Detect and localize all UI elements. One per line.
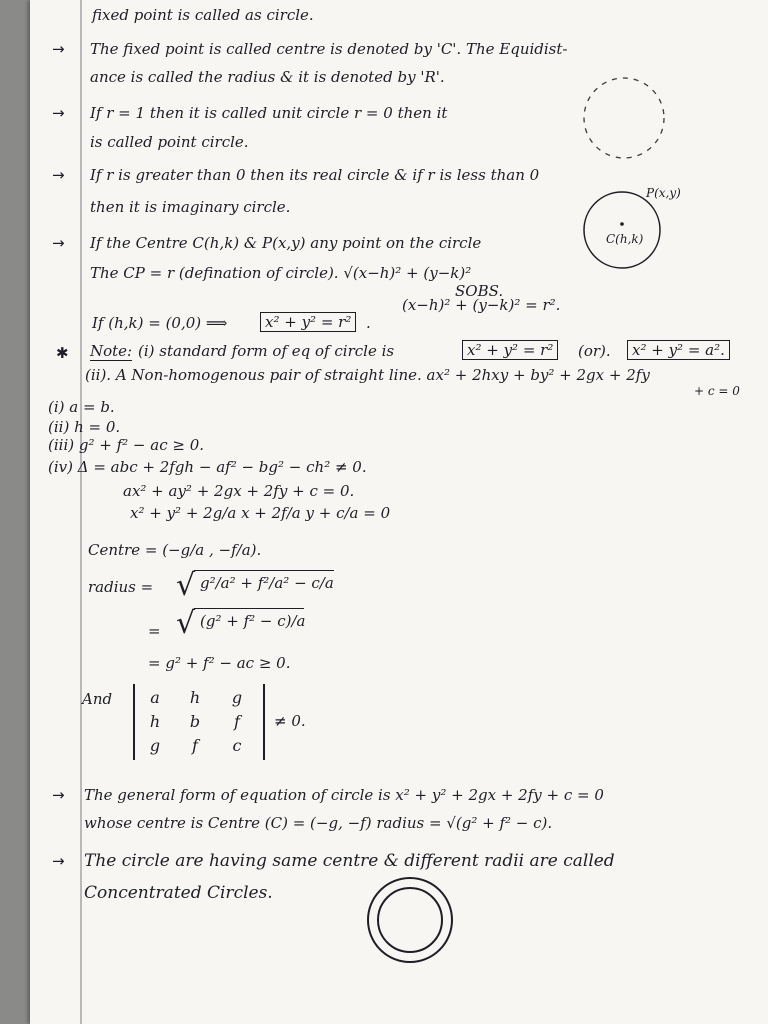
arrow-icon: → [52, 104, 65, 122]
det-cell: h [149, 712, 161, 731]
text-divided-eq: x² + y² + 2g/a x + 2f/a y + c/a = 0 [130, 504, 391, 522]
text-line-general-form: The general form of equation of circle is x² + y² + 2gx + 2fy + c = 0 [84, 786, 604, 804]
text-centre-formula: Centre = (−g/a , −f/a). [88, 541, 262, 559]
boxed-equation-origin: x² + y² = r² [260, 312, 356, 332]
text-equals: = [148, 622, 161, 640]
text-radius-label: radius = [88, 578, 154, 596]
note-label: Note: [90, 342, 133, 360]
det-cell: c [232, 736, 242, 755]
det-cell: h [189, 688, 201, 707]
text-radius-expr: g²/a² + f²/a² − c/a [200, 574, 334, 592]
text-not-zero: ≠ 0. [274, 712, 306, 730]
notebook-page [30, 0, 768, 1024]
note-text: (i) standard form of eq of circle is [138, 342, 395, 360]
text-line-imaginary-circle: then it is imaginary circle. [90, 198, 291, 216]
sqrt-icon: √ [176, 568, 196, 603]
condition-iii: (iii) g² + f² − ac ≥ 0. [48, 436, 205, 454]
boxed-equation-r: x² + y² = r² [462, 340, 558, 360]
text-line-fixed-point-circle: fixed point is called as circle. [92, 6, 314, 24]
sqrt-icon: √ [176, 606, 196, 641]
boxed-equation-a: x² + y² = a². [627, 340, 730, 360]
condition-iv: (iv) Δ = abc + 2fgh − af² − bg² − ch² ≠ 0. [48, 458, 367, 476]
text-line-centre-definition: The fixed point is called centre is denoted by 'C'. The Equidist- [90, 40, 568, 58]
det-cell: b [189, 712, 201, 731]
text-radius-expr-2: (g² + f² − c)/a [200, 612, 306, 630]
arrow-icon: → [52, 852, 65, 870]
text-general-eq-a: ax² + ay² + 2gx + 2fy + c = 0. [123, 482, 355, 500]
concentric-circles-figure [360, 870, 460, 970]
det-cell: f [192, 736, 198, 755]
det-cell: f [234, 712, 240, 731]
figure-label-centre: C(h,k) [606, 232, 644, 246]
text-line-point-circle: is called point circle. [90, 133, 249, 151]
arrow-icon: → [52, 166, 65, 184]
condition-ii: (ii) h = 0. [48, 418, 121, 436]
text-line-unit-circle: If r = 1 then it is called unit circle r = 0 then it [90, 104, 448, 122]
text-squared-equation: (x−h)² + (y−k)² = r². [402, 296, 561, 314]
text-line-real-circle: If r is greater than 0 then its real circle & if r is less than 0 [90, 166, 540, 184]
det-cell: g [231, 688, 243, 707]
text-radius-condition: = g² + f² − ac ≥ 0. [148, 654, 291, 672]
text-line-concentric-b: Concentrated Circles. [84, 883, 273, 903]
dashed-circle-figure [578, 72, 670, 164]
arrow-icon: → [52, 234, 65, 252]
text-period: . [366, 314, 371, 332]
star-icon: ✱ [56, 344, 69, 362]
condition-i: (i) a = b. [48, 398, 115, 416]
determinant [133, 684, 265, 760]
margin-line [80, 0, 82, 1024]
arrow-icon: → [52, 786, 65, 804]
note-or: (or). [578, 342, 611, 360]
text-line-definition-circle: The CP = r (defination of circle). √(x−h)² + (y−k)² [90, 264, 472, 282]
sqrt-bar [194, 570, 334, 571]
arrow-icon: → [52, 40, 65, 58]
det-cell: a [150, 688, 160, 707]
figure-label-point: P(x,y) [646, 186, 681, 200]
text-line-general-centre: whose centre is Centre (C) = (−g, −f) radius = √(g² + f² − c). [84, 814, 553, 832]
text-line-concentric-a: The circle are having same centre & different radii are called [84, 851, 615, 871]
text-line-radius-definition: ance is called the radius & it is denoted by 'R'. [90, 68, 445, 86]
text-line-origin-case: If (h,k) = (0,0) ⟹ [92, 314, 228, 332]
text-line-non-homogeneous: (ii). A Non-homogenous pair of straight line. ax² + 2hxy + by² + 2gx + 2fy [85, 366, 650, 384]
sqrt-bar [194, 608, 304, 609]
det-cell: g [149, 736, 161, 755]
text-sobs: SOBS. [455, 282, 504, 300]
text-and: And [82, 690, 113, 708]
text-line-non-homogeneous-cont: + c = 0 [694, 384, 740, 398]
text-line-centre-point: If the Centre C(h,k) & P(x,y) any point on the circle [90, 234, 482, 252]
